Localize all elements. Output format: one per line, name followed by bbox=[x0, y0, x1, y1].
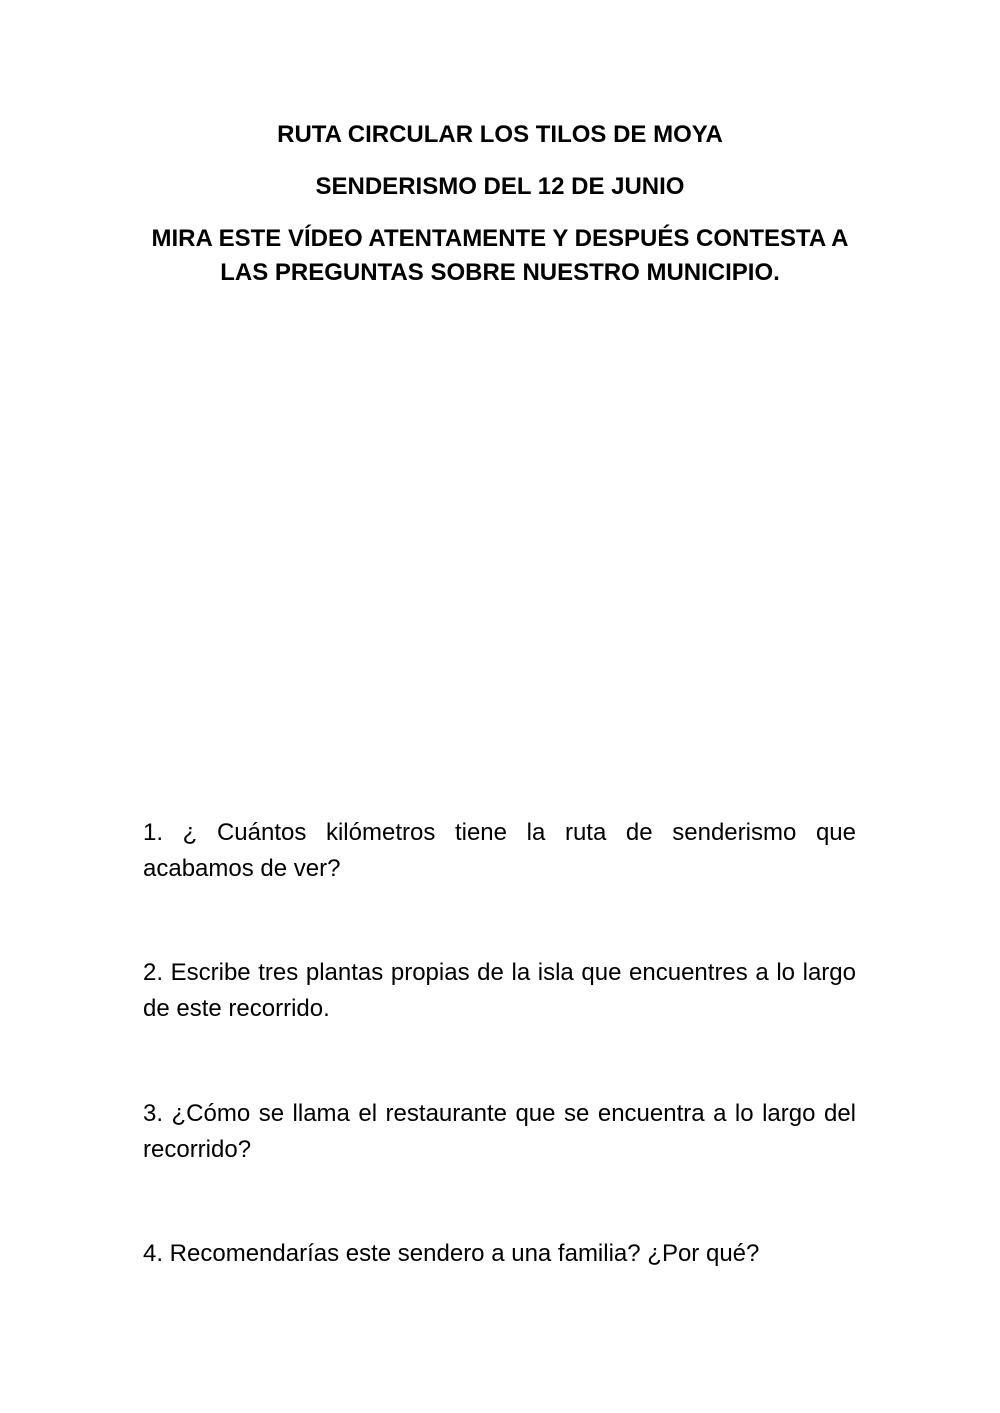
question-2: 2. Escribe tres plantas propias de la isla que encuentres a lo largo de este recorrido. bbox=[143, 959, 856, 1022]
question-4: 4. Recomendarías este sendero a una familia? ¿Por qué? bbox=[143, 1240, 760, 1267]
question-3: 3. ¿Cómo se llama el restaurante que se encuentra a lo largo del recorrido? bbox=[143, 1100, 856, 1163]
question-1: 1. ¿ Cuántos kilómetros tiene la ruta de senderismo que acabamos de ver? bbox=[143, 819, 856, 882]
page-subtitle: SENDERISMO DEL 12 DE JUNIO bbox=[315, 173, 685, 200]
instructions: MIRA ESTE VÍDEO ATENTAMENTE Y DESPUÉS CONTESTA A LAS PREGUNTAS SOBRE NUESTRO MUNICIPIO. bbox=[151, 225, 849, 286]
page-title: RUTA CIRCULAR LOS TILOS DE MOYA bbox=[277, 121, 723, 148]
